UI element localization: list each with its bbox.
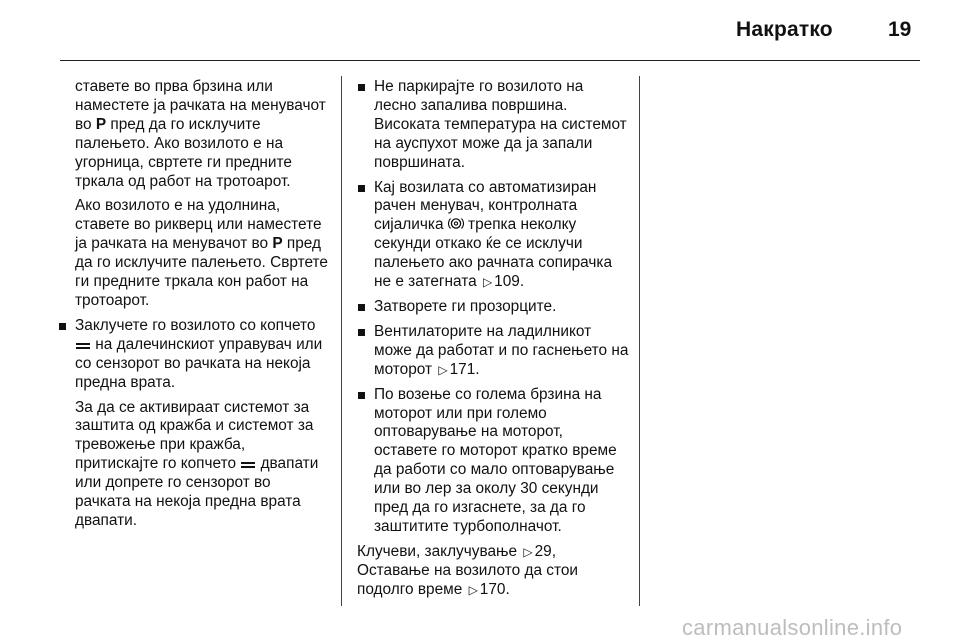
gear-p-label: P xyxy=(95,115,107,133)
text-run: Ако возилото е на удолнина, ставете во рикверц или наместете ја рачката на менувачот во xyxy=(75,197,322,253)
bullet-flammable-surface xyxy=(357,78,629,173)
bullet-square xyxy=(358,84,365,91)
column-divider-2 xyxy=(639,76,640,606)
text-run: пред да го исклучите палењето. Ако возилото е на угорница, свртете ги предните тркала од работ на тротоарот. xyxy=(75,115,292,190)
text-run: трепка неколку секунди откако ќе се исклучи палењето ако рачната сопирачка не е затегната xyxy=(374,216,613,291)
header-rule xyxy=(60,60,920,61)
bullet-automated-gearbox xyxy=(357,179,629,292)
gear-p-label: P xyxy=(272,235,283,253)
bullet-square xyxy=(358,329,365,336)
bullet-close-windows xyxy=(357,298,629,317)
page-header xyxy=(0,0,960,62)
page-ref-link[interactable]: 170. xyxy=(479,580,510,598)
page-ref-link[interactable]: 171. xyxy=(449,360,480,378)
text-run: Не паркирајте го возилото на лесно запалива површина. Високата температура на системот на ауспухот може да ја запали површината. xyxy=(374,78,627,171)
gear-warning-lamp-icon xyxy=(448,216,464,231)
watermark: carmanualsonline.info xyxy=(682,615,903,640)
text-run: Затворете ги прозорците. xyxy=(374,297,557,315)
antitheft-paragraph xyxy=(58,399,330,531)
bullet-cooling-fans xyxy=(357,323,629,380)
parking-downhill-paragraph xyxy=(58,197,330,310)
column-divider-1 xyxy=(341,76,342,606)
cross-reference-keys xyxy=(357,543,629,600)
text-run: Кај возилата со автоматизиран рачен менувач, контролната сијаличка xyxy=(374,178,597,234)
text-run: Вентилаторите на ладилникот може да работат и по гаснењето на моторот xyxy=(374,322,629,378)
text-run: пред да го исклучите палењето. Свртете ги предните тркала кон работ на тротоарот. xyxy=(75,235,328,309)
page-ref-arrow-icon: ▷ xyxy=(468,582,478,597)
page-ref-link[interactable]: 29, xyxy=(534,542,557,560)
text-run: Клучеви, заклучување xyxy=(357,542,522,560)
bullet-square xyxy=(358,304,365,311)
text-run: По возење со голема брзина на моторот или при големо оптоварување на моторот, оставете го моторот кратко време да работи со мало оптоварување или во лер за околу 30 секунди пред да го изгаснете, за да го заштитите турбополначот. xyxy=(374,385,617,535)
lock-button-icon xyxy=(75,341,91,351)
bullet-square xyxy=(358,185,365,192)
page-ref-arrow-icon: ▷ xyxy=(523,544,533,559)
bullet-square xyxy=(59,323,66,330)
text-run: За да се активираат системот за заштита од кражба и системот за тревожење при кражба, притискајте го копчето xyxy=(75,398,314,473)
right-column xyxy=(357,78,629,600)
bullet-turbo-cooldown xyxy=(357,386,629,537)
text-run: Заклучете го возилото со копчето xyxy=(75,316,316,334)
bullet-square xyxy=(358,392,365,399)
page-ref-arrow-icon: ▷ xyxy=(482,275,493,290)
page-ref-link[interactable]: 109. xyxy=(494,273,525,291)
bullet-lock-vehicle xyxy=(58,317,330,393)
text-run: двапати или допрете го сензорот во рачката на некоја предна врата двапати. xyxy=(75,455,319,529)
page-ref-arrow-icon: ▷ xyxy=(438,362,448,377)
text-run: на далечинскиот управувач или со сензорот во рачката на некоја предна врата. xyxy=(75,335,323,391)
text-run: ставете во прва брзина или наместете ја рачката на менувачот во xyxy=(75,78,326,133)
left-column xyxy=(58,78,330,537)
lock-button-icon xyxy=(240,460,256,470)
parking-uphill-paragraph xyxy=(58,78,330,191)
section-title: Накратко xyxy=(736,18,833,41)
text-run: Оставање на возилото да стои подолго време xyxy=(357,561,579,598)
page-number: 19 xyxy=(888,18,912,41)
